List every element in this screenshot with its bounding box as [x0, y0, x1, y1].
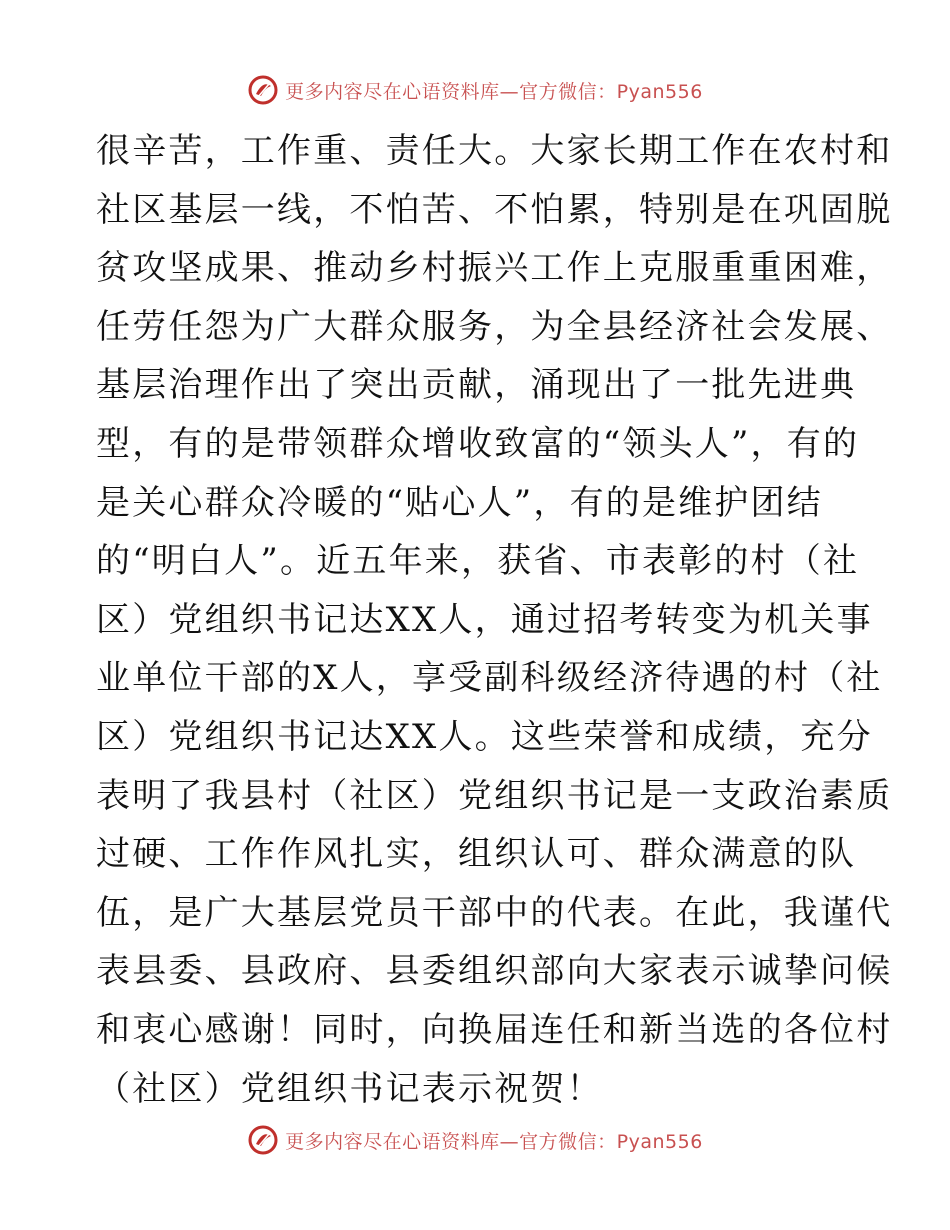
swirl-logo-icon: [247, 74, 279, 106]
text-line: 很辛苦，工作重、责任大。大家长期工作在农村和: [96, 131, 893, 171]
text-line: 伍，是广大基层党员干部中的代表。在此，我谨代: [96, 892, 893, 933]
body-text: [96, 122, 893, 1118]
text-line: 社区基层一线，不怕苦、不怕累，特别是在巩固脱: [96, 189, 893, 230]
text-line: 任劳任怨为广大群众服务，为全县经济社会发展、: [96, 306, 893, 347]
header-banner-text: 更多内容尽在心语资料库—官方微信：Pyan556: [285, 80, 703, 103]
text-line: 的“明白人”。近五年来，获省、市表彰的村（社: [96, 541, 860, 582]
text-line: 型，有的是带领群众增收致富的“领头人”，有的: [96, 423, 860, 464]
header-banner: [0, 70, 950, 110]
text-line: 表县委、县政府、县委组织部向大家表示诚挚问候: [96, 951, 893, 992]
text-line: 基层治理作出了突出贡献，涌现出了一批先进典: [96, 365, 857, 406]
swirl-logo-icon: [247, 1124, 279, 1156]
text-line: 是关心群众冷暖的“贴心人”，有的是维护团结: [96, 482, 823, 523]
text-line: 表明了我县村（社区）党组织书记是一支政治素质: [96, 775, 893, 816]
footer-banner-text: 更多内容尽在心语资料库—官方微信：Pyan556: [285, 1130, 703, 1153]
text-line: 区）党组织书记达XX人。这些荣誉和成绩，充分: [96, 716, 873, 757]
text-line: （社区）党组织书记表示祝贺！: [96, 1068, 603, 1109]
text-line: 区）党组织书记达XX人，通过招考转变为机关事: [96, 599, 873, 640]
text-line: 过硬、工作作风扎实，组织认可、群众满意的队: [96, 834, 857, 875]
text-line: 贫攻坚成果、推动乡村振兴工作上克服重重困难，: [96, 248, 893, 289]
text-line: 业单位干部的X人，享受副科级经济待遇的村（社: [96, 658, 883, 699]
footer-banner: [0, 1120, 950, 1160]
text-line: 和衷心感谢！同时，向换届连任和新当选的各位村: [96, 1009, 893, 1050]
